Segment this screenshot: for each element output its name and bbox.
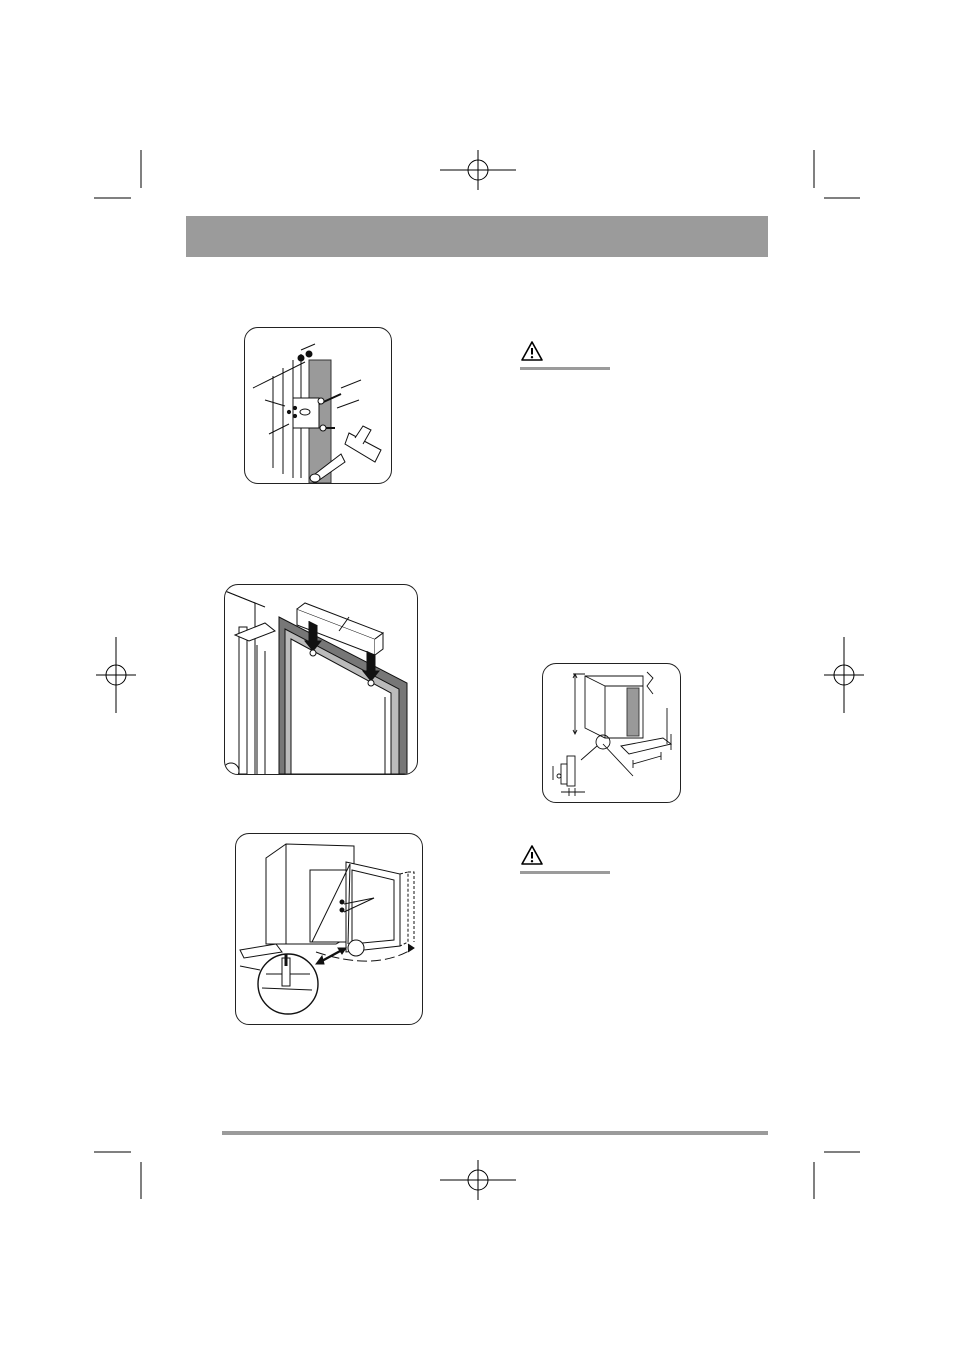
warning-triangle-icon: [520, 340, 544, 362]
wall-mount-bracket-figure: [244, 327, 392, 484]
cabinet-dimension-icon: [543, 664, 680, 802]
warning-triangle-icon: [520, 844, 544, 866]
header-band: [186, 216, 768, 257]
target-top: [440, 150, 516, 190]
cabinet-dimensions-figure: [542, 663, 681, 803]
door-rail-icon: [225, 585, 417, 774]
door-swing-icon: [236, 834, 422, 1024]
door-fixing-rail-figure: [224, 584, 418, 775]
hammer-and-bracket-icon: [245, 328, 391, 483]
warning-2: [520, 844, 612, 874]
door-swing-figure: [235, 833, 423, 1025]
footer-rule: [222, 1131, 768, 1135]
warning-2-underline: [520, 871, 610, 874]
warning-1-underline: [520, 367, 610, 370]
warning-1: [520, 340, 612, 370]
